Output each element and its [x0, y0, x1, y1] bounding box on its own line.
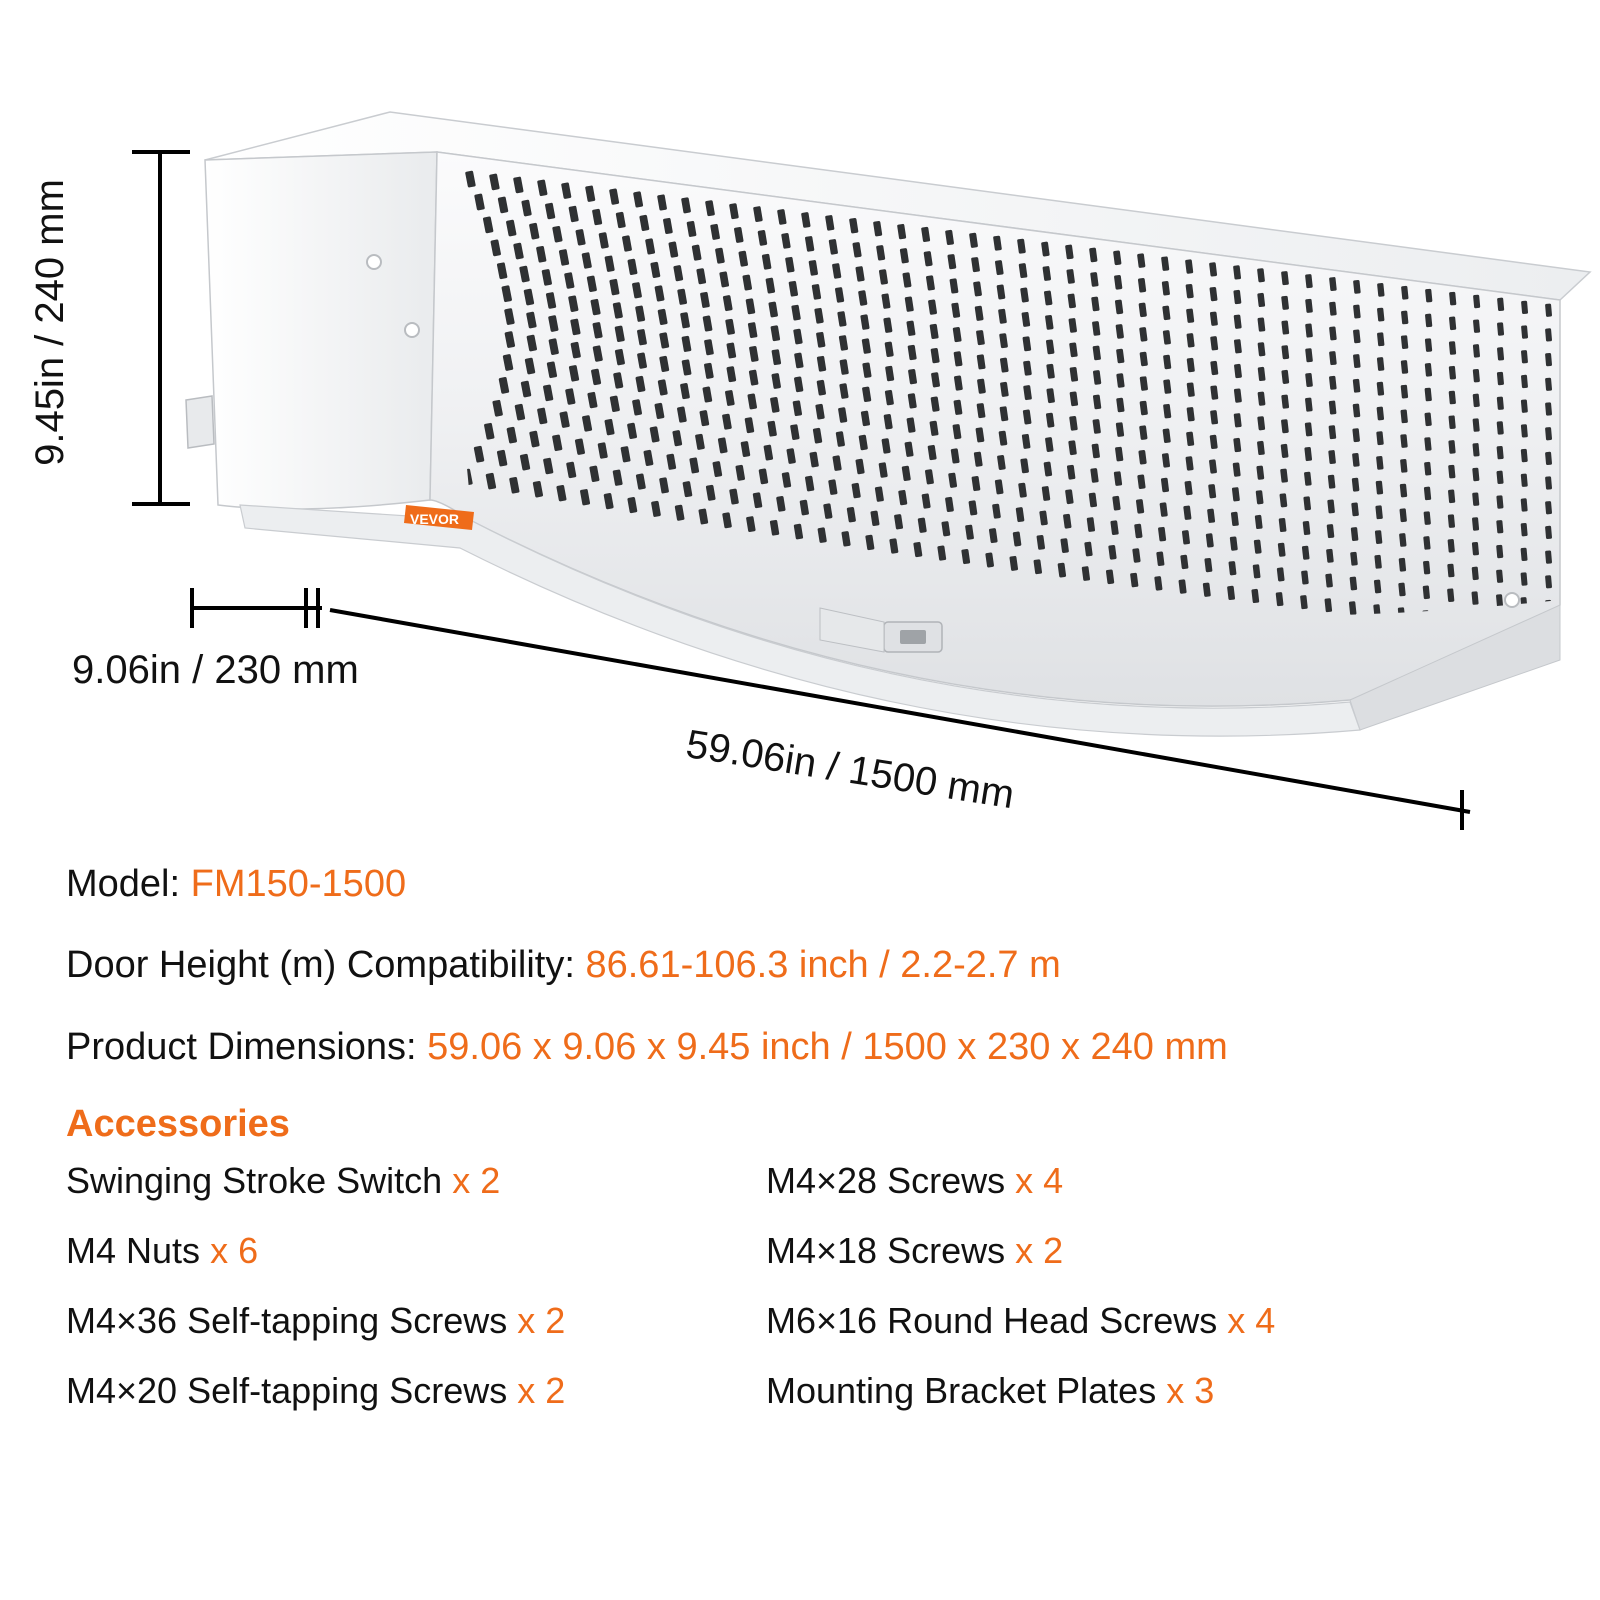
accessories-list — [66, 1160, 1526, 1412]
accessory-name: M4 Nuts — [66, 1229, 201, 1271]
length-dimension-label: 59.06in / 1500 mm — [683, 722, 1018, 818]
spec-door-height-label: Door Height (m) Compatibility: — [66, 944, 575, 987]
accessory-item — [66, 1230, 766, 1272]
accessory-item — [66, 1160, 766, 1202]
height-dimension-line — [132, 150, 190, 506]
accessory-qty: x 2 — [517, 1299, 566, 1341]
accessory-name: M4×18 Screws — [766, 1229, 1006, 1271]
spec-product-dimensions-label: Product Dimensions: — [66, 1025, 417, 1068]
accessory-qty: x 2 — [517, 1369, 566, 1411]
accessory-item — [766, 1230, 1526, 1272]
accessory-name: M6×16 Round Head Screws — [766, 1299, 1218, 1341]
screw-icon — [1505, 593, 1519, 607]
accessory-name: M4×36 Self-tapping Screws — [66, 1299, 508, 1341]
spec-model-value: FM150-1500 — [190, 863, 407, 905]
spec-product-dimensions-value: 59.06 x 9.06 x 9.45 inch / 1500 x 230 x 240 mm — [427, 1025, 1228, 1068]
spec-model — [66, 859, 1600, 910]
screw-icon — [367, 255, 381, 269]
accessory-name: M4×20 Self-tapping Screws — [66, 1369, 508, 1411]
depth-dimension-label: 9.06in / 230 mm — [72, 648, 359, 692]
brand-label-text: VEVOR — [410, 511, 460, 527]
accessory-item — [66, 1300, 766, 1342]
depth-dimension-line — [192, 588, 322, 628]
accessory-item — [766, 1370, 1526, 1412]
screw-icon — [405, 323, 419, 337]
accessory-item — [766, 1160, 1526, 1202]
accessory-name: M4×28 Screws — [766, 1159, 1006, 1201]
accessory-qty: x 2 — [452, 1159, 501, 1201]
accessories-title: Accessories — [66, 1102, 290, 1145]
spec-door-height — [66, 940, 1600, 991]
height-dimension-label: 9.45in / 240 mm — [27, 179, 72, 466]
side-connector — [186, 396, 214, 448]
accessory-qty: x 4 — [1015, 1159, 1064, 1201]
accessory-qty: x 4 — [1227, 1299, 1276, 1341]
accessory-qty: x 6 — [210, 1229, 259, 1271]
accessory-qty: x 3 — [1166, 1369, 1215, 1411]
spec-door-height-value: 86.61-106.3 inch / 2.2-2.7 m — [585, 944, 1061, 987]
specifications-block — [0, 845, 1600, 1412]
accessory-item — [766, 1300, 1526, 1342]
accessory-qty: x 2 — [1015, 1229, 1064, 1271]
spec-model-label: Model: — [66, 863, 181, 905]
accessory-name: Mounting Bracket Plates — [766, 1369, 1157, 1411]
accessory-name: Swinging Stroke Switch — [66, 1159, 443, 1201]
accessory-item — [66, 1370, 766, 1412]
control-switch — [900, 630, 926, 644]
spec-product-dimensions — [66, 1022, 1600, 1073]
